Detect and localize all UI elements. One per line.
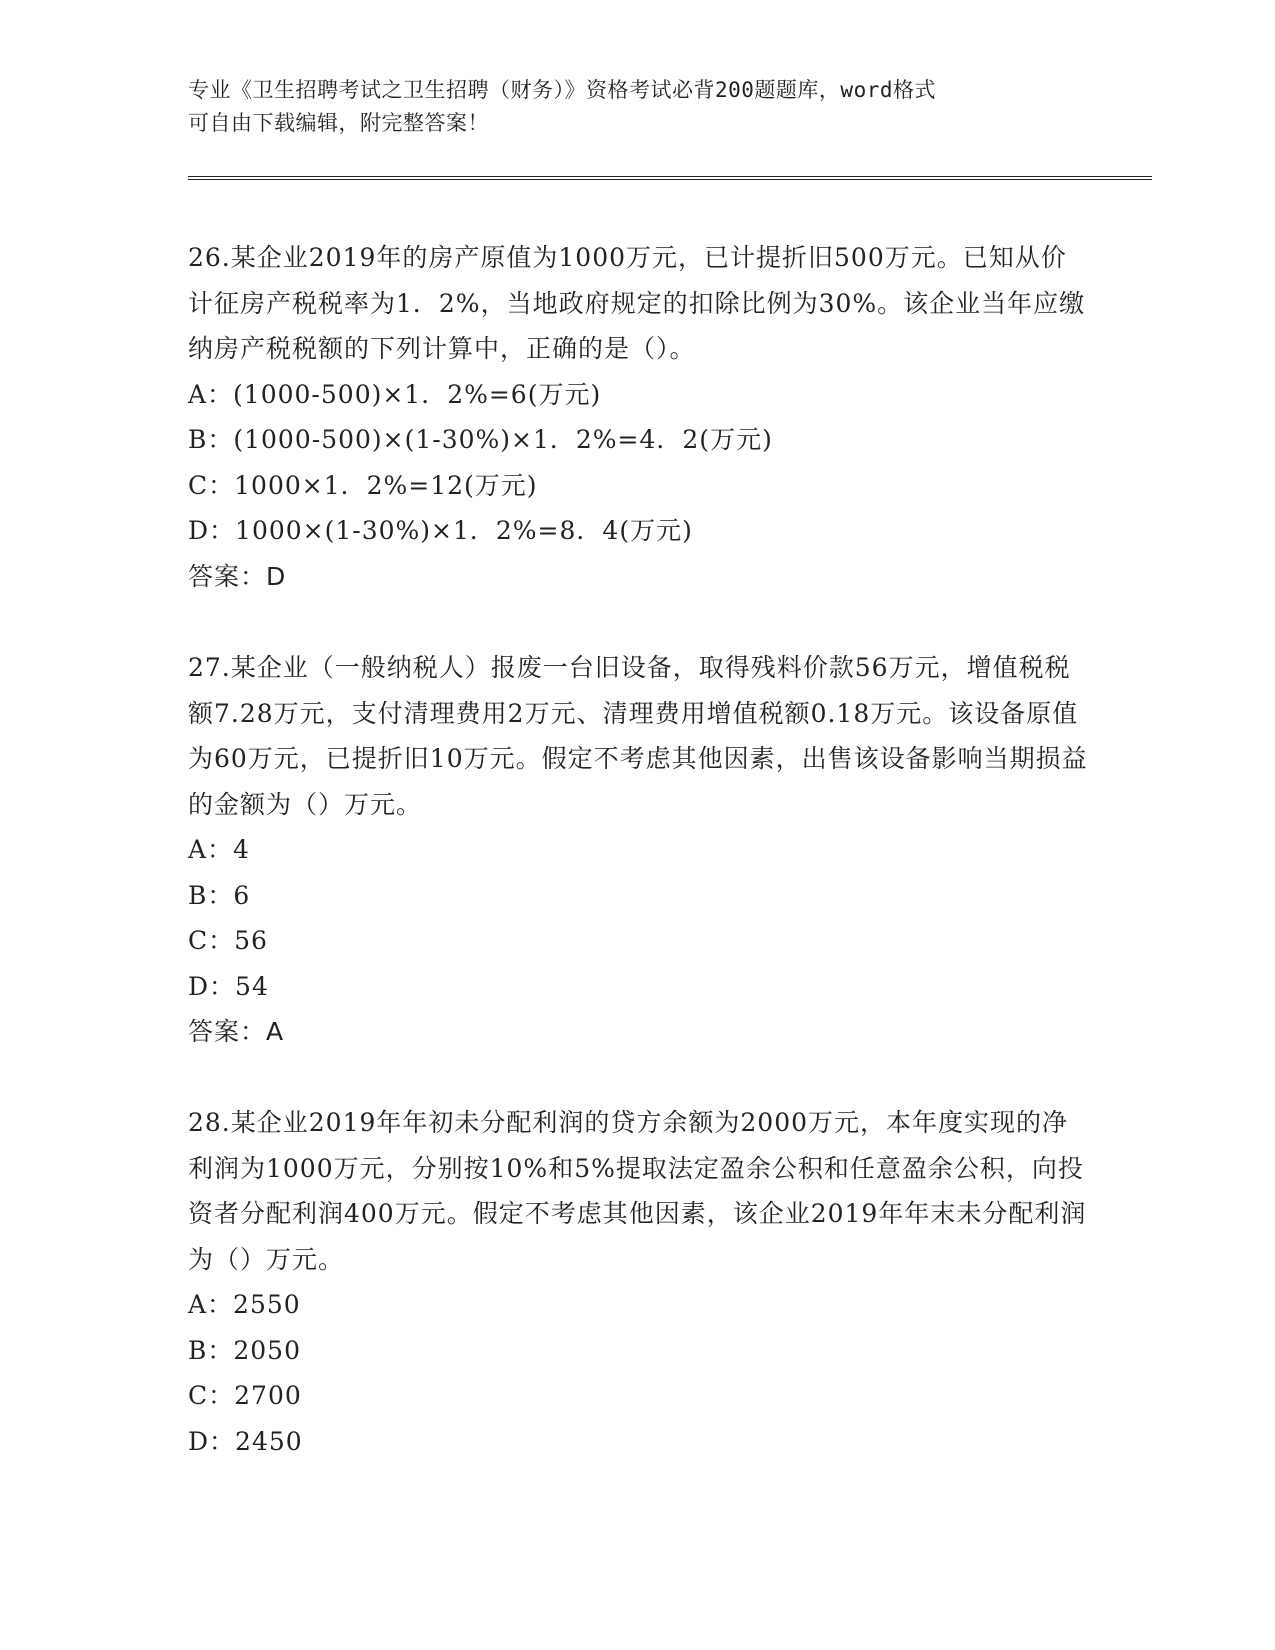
option-c: C：56 [188, 926, 268, 955]
option-a: A：2550 [188, 1290, 301, 1319]
option-b: B：6 [188, 880, 251, 910]
option-a: A：(1000-500)×1．2%=6(万元) [188, 379, 602, 409]
question-27 [188, 645, 1088, 1055]
answer-line: 答案：D [188, 561, 287, 591]
document-header [188, 74, 1088, 140]
question-26 [188, 235, 1088, 599]
question-stem: 28.某企业2019年年初未分配利润的贷方余额为2000万元，本年度实现的净利润为1000万元，分别按10%和5%提取法定盈余公积和任意盈余公积，向投资者分配利润400万元。假定不考虑其他因素，该企业2019年年末未分配利润为（）万元。 [188, 1108, 1087, 1274]
option-b: B：2050 [188, 1335, 301, 1365]
option-a: A：4 [188, 835, 250, 864]
answer-line: 答案：A [188, 1017, 285, 1046]
header-line-1: 专业《卫生招聘考试之卫生招聘（财务）》资格考试必背200题题库，word格式 [188, 78, 936, 102]
question-stem: 27.某企业（一般纳税人）报废一台旧设备，取得残料价款56万元，增值税税额7.28万元，支付清理费用2万元、清理费用增值税额0.18万元。该设备原值为60万元，已提折旧10万元。假定不考虑其他因素，出售该设备影响当期损益的金额为（）万元。 [188, 653, 1088, 819]
question-stem: 26.某企业2019年的房产原值为1000万元，已计提折旧500万元。已知从价计征房产税税率为1．2%，当地政府规定的扣除比例为30%。该企业当年应缴纳房产税税额的下列计算中，正确的是（）。 [188, 243, 1086, 363]
option-d: D：2450 [188, 1426, 303, 1456]
header-divider [188, 176, 1152, 180]
question-28 [188, 1100, 1088, 1464]
option-d: D：1000×(1-30%)×1．2%=8．4(万元) [188, 516, 693, 545]
option-b: B：(1000-500)×(1-30%)×1．2%=4．2(万元) [188, 425, 773, 454]
option-c: C：2700 [188, 1381, 302, 1410]
option-c: C：1000×1．2%=12(万元) [188, 470, 538, 500]
header-line-2: 可自由下载编辑，附完整答案！ [188, 111, 489, 135]
option-d: D：54 [188, 971, 269, 1001]
